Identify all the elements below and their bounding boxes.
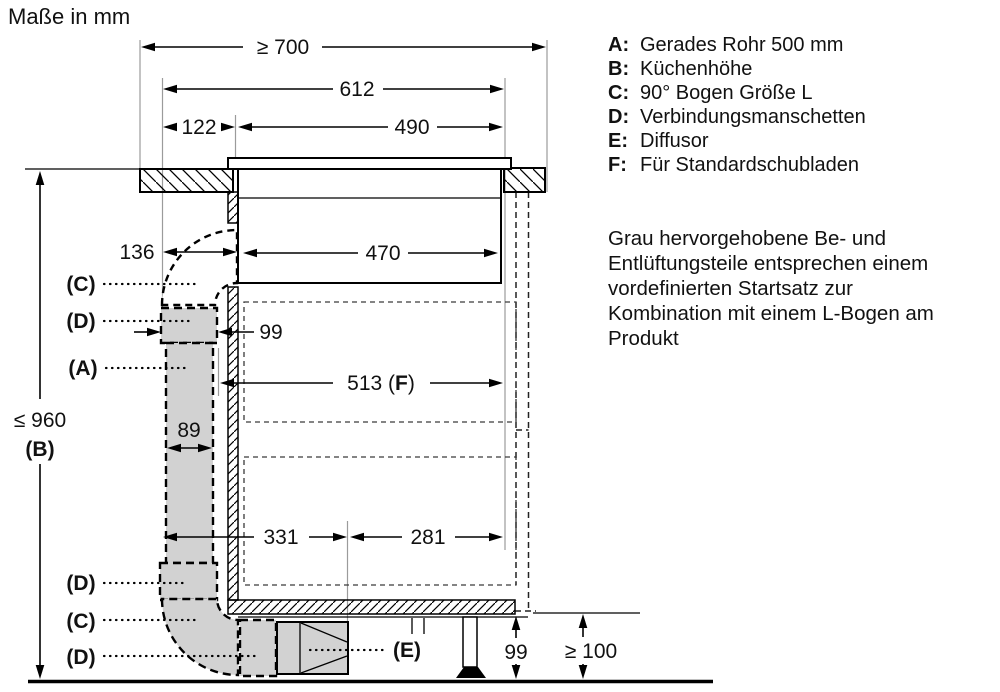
dim-text: ≤ 960	[13, 409, 67, 432]
worktop-left	[140, 169, 233, 192]
dim-text: 99	[504, 641, 528, 664]
dim-text: 331	[263, 526, 299, 549]
side-panel-upper	[228, 192, 238, 223]
dim-min-clearance	[565, 614, 617, 679]
cabinet-bottom-panel	[228, 600, 515, 614]
drawer-box-lower	[244, 457, 516, 585]
cabinet-foot	[456, 617, 486, 678]
page-title: Maße in mm	[8, 4, 131, 29]
legend-label: Gerades Rohr 500 mm	[640, 34, 844, 56]
label-diffusor: (E)	[393, 639, 421, 662]
dim-text: 490	[394, 116, 430, 139]
dim-text: 122	[181, 116, 217, 139]
dim-text: 281	[410, 526, 446, 549]
legend-label: Verbindungsmanschetten	[640, 106, 866, 128]
worktop-right	[504, 168, 545, 192]
note-line: Entlüftungsteile entsprechen einem	[608, 252, 929, 275]
legend-label: Diffusor	[640, 130, 709, 152]
hob-glass-top	[228, 158, 511, 169]
dim-bottom-front	[350, 526, 503, 549]
bend-bottom-c	[162, 599, 238, 675]
label-bend-bottom: (C)	[66, 610, 96, 633]
legend-key: C:	[608, 82, 630, 104]
legend-label: Küchenhöhe	[640, 58, 753, 80]
legend-key: E:	[608, 130, 628, 152]
dim-text: 612	[339, 78, 375, 101]
dim-min-width-top	[141, 36, 546, 59]
label-collar-bottom: (D)	[66, 646, 96, 669]
dim-rear-offset	[163, 116, 235, 139]
dim-key: (B)	[25, 438, 55, 461]
legend-key: F:	[608, 154, 627, 176]
legend-label: Für Standardschubladen	[640, 154, 860, 176]
bend-top-shape	[162, 230, 237, 305]
drawer-box-upper	[244, 302, 516, 422]
pipe-a	[166, 343, 213, 563]
dim-text: 136	[119, 241, 155, 264]
cabinet-structure	[25, 158, 713, 682]
dim-text: 513 (F)	[347, 372, 415, 395]
label-collar-mid: (D)	[66, 572, 96, 595]
label-collar-top: (D)	[66, 310, 96, 333]
dim-total-width	[163, 78, 504, 101]
dim-cutout-width	[238, 116, 503, 139]
label-pipe: (A)	[68, 357, 98, 380]
dim-text: ≥ 700	[256, 36, 310, 59]
cabinet-foot-rear	[412, 618, 424, 634]
dim-drawer-depth	[220, 372, 503, 395]
dim-text: ≥ 100	[564, 640, 618, 663]
legend-key: A:	[608, 34, 630, 56]
dim-plinth-height	[504, 616, 527, 679]
legend-label: 90° Bogen Größe L	[640, 82, 813, 104]
label-bend-top: (C)	[66, 273, 96, 296]
dim-text: 470	[365, 242, 401, 265]
dim-text: 89	[177, 419, 201, 442]
note-line: Grau hervorgehobene Be- und	[608, 227, 887, 250]
collar-mid-d	[160, 563, 217, 600]
note-line: vordefinierten Startsatz zur	[608, 277, 853, 300]
note-line: Kombination mit einem L-Bogen am	[608, 302, 934, 325]
dim-text: 99	[259, 321, 283, 344]
collar-bottom-d	[240, 620, 276, 676]
legend-key: B:	[608, 58, 630, 80]
dim-max-height	[14, 171, 66, 679]
collar-top-d	[161, 308, 217, 343]
hob-body	[238, 169, 501, 283]
diffusor-e	[277, 622, 348, 674]
legend-key: D:	[608, 106, 630, 128]
note-line: Produkt	[608, 327, 679, 350]
